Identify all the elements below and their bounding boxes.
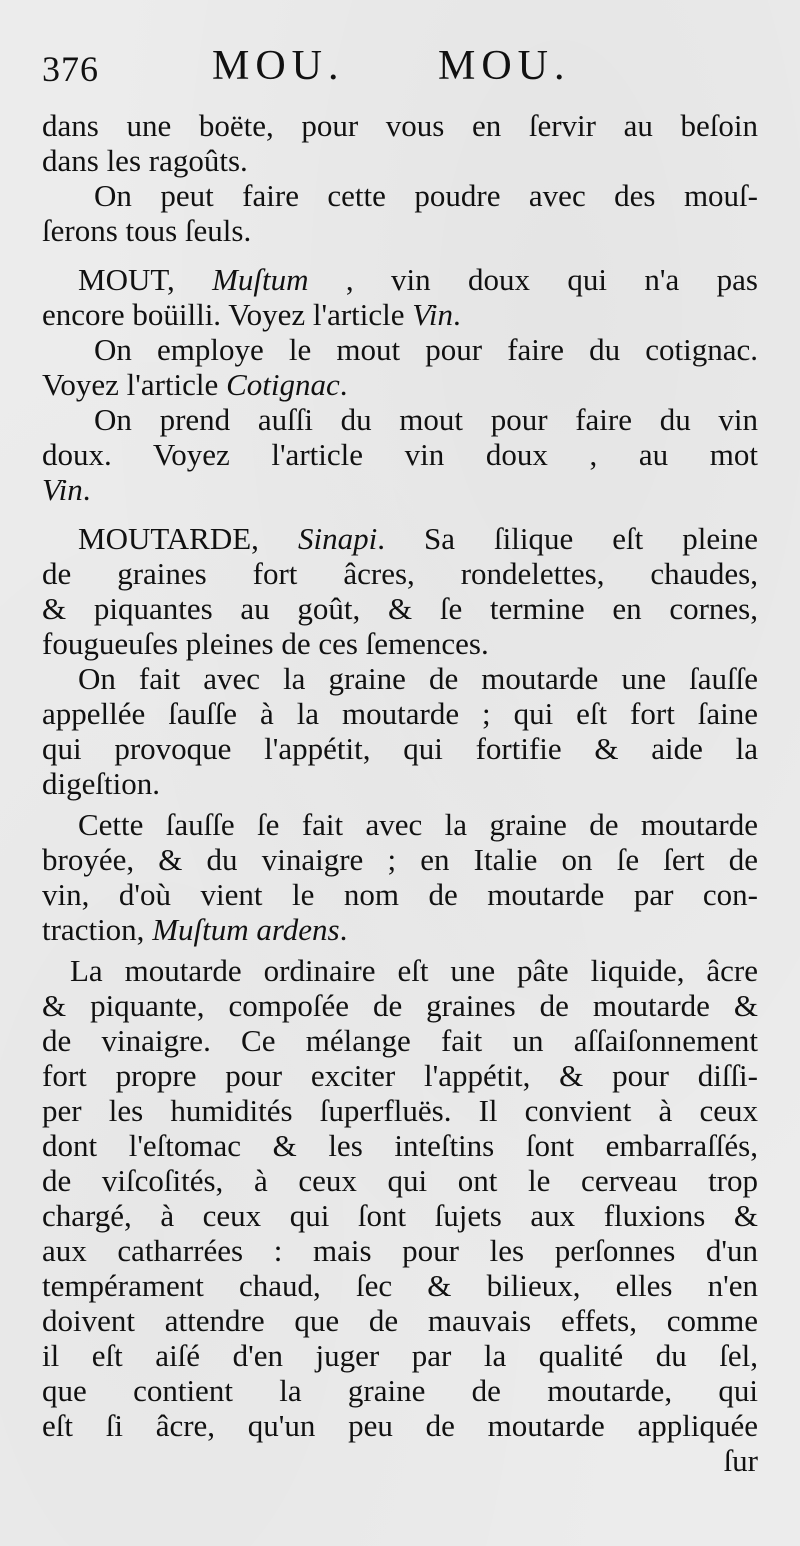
- text-line: [42, 521, 758, 556]
- text-line: doivent attendre que de mauvais effets, comme: [42, 1303, 758, 1338]
- text-line: On employe le mout pour faire du cotignac.: [94, 332, 758, 367]
- text-line: On prend auſſi du mout pour faire du vin: [94, 402, 758, 437]
- page-number: 376: [42, 49, 99, 89]
- text-line: broyée, & du vinaigre ; en Italie on ſe ſert de: [42, 842, 758, 877]
- text-line: On fait avec la graine de moutarde une ſauſſe: [78, 661, 758, 696]
- page-header: [42, 42, 758, 108]
- text-line: [42, 912, 758, 947]
- cross-reference: Cotignac: [226, 367, 340, 402]
- text-line: de graines fort âcres, rondelettes, chaudes,: [42, 556, 758, 591]
- running-head-right: MOU.: [438, 43, 571, 89]
- text-line: ſerons tous ſeuls.: [42, 213, 252, 248]
- catchword: ſur: [723, 1443, 758, 1478]
- text-span: . Sa ſilique eſt pleine: [377, 521, 758, 556]
- headword-moutarde: MOUTARDE,: [78, 521, 298, 556]
- paragraph: [42, 178, 758, 248]
- text-line: de vinaigre. Ce mélange fait un aſſaiſonnement: [42, 1023, 758, 1058]
- paragraph: [42, 332, 758, 402]
- text-line: fougueuſes pleines de ces ſemences.: [42, 626, 489, 661]
- entry-mout: [42, 262, 758, 332]
- text-line: La moutarde ordinaire eſt une pâte liquide, âcre: [70, 953, 758, 988]
- paragraph: [42, 807, 758, 947]
- text-line: fort propre pour exciter l'appétit, & pour diſſi-: [42, 1058, 758, 1093]
- paragraph: [42, 108, 758, 178]
- latin-term: Sinapi: [297, 521, 378, 556]
- paragraph: [42, 953, 758, 1443]
- text-line: dont l'eſtomac & les inteſtins ſont embarraſſés,: [42, 1128, 758, 1163]
- text-span: Voyez l'article: [42, 367, 227, 402]
- text-line: tempérament chaud, ſec & bilieux, elles n'en: [42, 1268, 758, 1303]
- paragraph: [42, 661, 758, 801]
- text-span: .: [339, 367, 348, 402]
- text-span: traction,: [42, 912, 153, 947]
- headword-mout: MOUT,: [78, 262, 213, 297]
- running-head-left: MOU.: [212, 43, 345, 89]
- text-span: .: [82, 472, 91, 507]
- cross-reference: Vin: [412, 297, 454, 332]
- text-line: chargé, à ceux qui ſont ſujets aux fluxions &: [42, 1198, 758, 1233]
- latin-term: Muſtum: [212, 262, 309, 297]
- text-line: [42, 262, 758, 297]
- text-line: Cette ſauſſe ſe fait avec la graine de moutarde: [78, 807, 758, 842]
- paragraph: [42, 402, 758, 507]
- text-line: [42, 297, 758, 332]
- text-line: vin, d'où vient le nom de moutarde par con-: [42, 877, 758, 912]
- text-line: On peut faire cette poudre avec des mouſ-: [94, 178, 758, 213]
- text-line: de viſcoſités, à ceux qui ont le cerveau trop: [42, 1163, 758, 1198]
- text-span: .: [339, 912, 348, 947]
- body-text: [42, 108, 758, 1478]
- text-line: [42, 367, 758, 402]
- text-line: digeſtion.: [42, 766, 160, 801]
- text-line: dans une boëte, pour vous en ſervir au beſoin: [42, 108, 758, 143]
- text-span: , vin doux qui n'a pas: [308, 262, 758, 297]
- text-line: qui provoque l'appétit, qui fortifie & aide la: [42, 731, 758, 766]
- text-span: encore boüilli. Voyez l'article: [42, 297, 413, 332]
- text-line: & piquantes au goût, & ſe termine en cornes,: [42, 591, 758, 626]
- text-line: dans les ragoûts.: [42, 143, 248, 178]
- text-line: doux. Voyez l'article vin doux , au mot: [42, 437, 758, 472]
- cross-reference: Vin: [42, 472, 83, 507]
- text-line: per les humidités ſuperfluës. Il convient à ceux: [42, 1093, 758, 1128]
- entry-moutarde: [42, 521, 758, 661]
- text-span: .: [453, 297, 461, 332]
- text-line: aux catharrées : mais pour les perſonnes d'un: [42, 1233, 758, 1268]
- text-line: [42, 472, 758, 507]
- text-line: eſt ſi âcre, qu'un peu de moutarde appliquée: [42, 1408, 758, 1443]
- latin-term: Muſtum ardens: [152, 912, 340, 947]
- text-line: que contient la graine de moutarde, qui: [42, 1373, 758, 1408]
- text-line: & piquante, compoſée de graines de moutarde &: [42, 988, 758, 1023]
- text-line: il eſt aiſé d'en juger par la qualité du ſel,: [42, 1338, 758, 1373]
- text-line: appellée ſauſſe à la moutarde ; qui eſt fort ſaine: [42, 696, 758, 731]
